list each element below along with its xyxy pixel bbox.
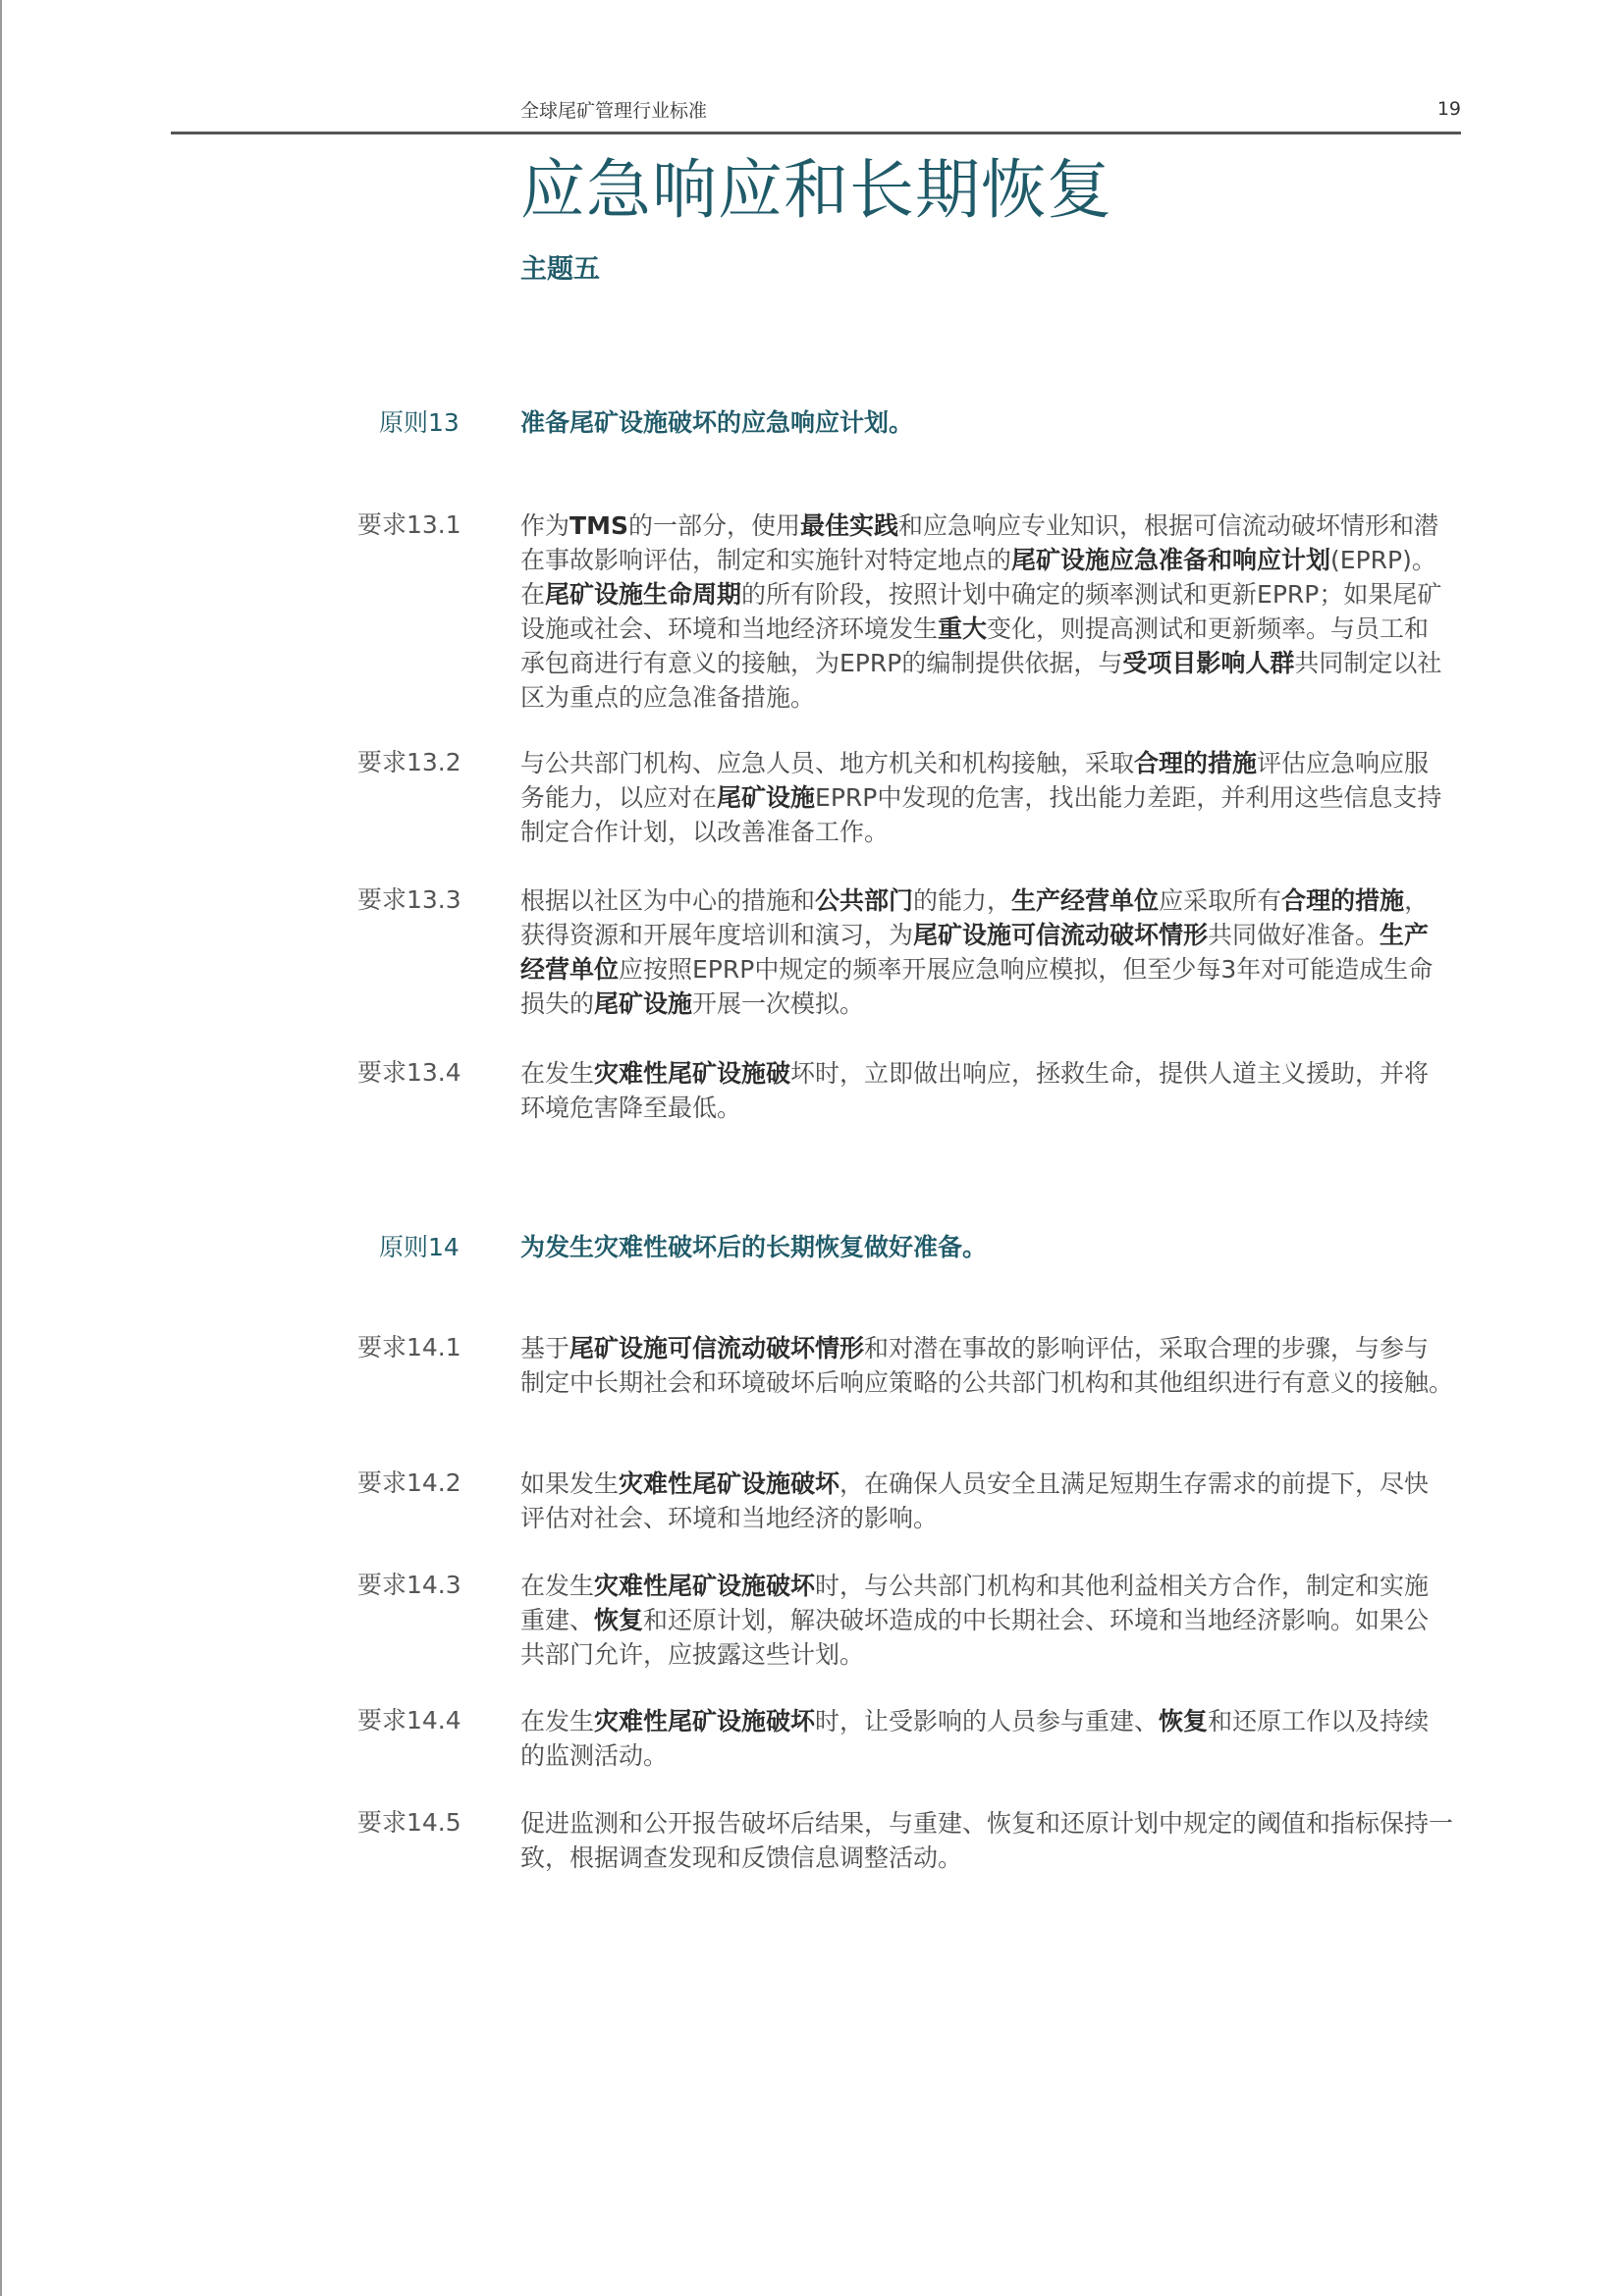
text-run: 时，让受影响的人员参与重建、 xyxy=(815,1707,1160,1735)
requirement-text xyxy=(520,883,1453,1021)
requirement-text xyxy=(520,1806,1453,1875)
defined-term: 受项目影响人群 xyxy=(1122,649,1295,677)
text-run: ，在确保人员安全且满足短期生存需求的前提下，尽快评估对社会、环境和当地经济的影响。 xyxy=(520,1469,1430,1532)
defined-term: 尾矿设施生命周期 xyxy=(545,580,742,609)
text-run: 的能力， xyxy=(913,886,1012,915)
text-run: 共同做好准备。 xyxy=(1208,921,1380,949)
defined-term: 合理的措施 xyxy=(1134,749,1258,777)
requirement-label: 要求13.3 xyxy=(357,885,461,914)
requirement-label: 要求13.2 xyxy=(357,748,461,776)
defined-term: 生产经营单位 xyxy=(1011,886,1160,915)
text-run: 在发生 xyxy=(520,1707,595,1735)
text-run: 如果发生 xyxy=(520,1469,620,1498)
text-run: 在发生 xyxy=(520,1059,595,1088)
text-run: 和还原计划，解决破坏造成的中长期社会、环境和当地经济影响。如果公共部门允许，应披露这些计划。 xyxy=(520,1606,1430,1669)
principle-text: 为发生灾难性破坏后的长期恢复做好准备。 xyxy=(520,1233,988,1261)
page-subtitle: 主题五 xyxy=(520,254,600,285)
requirement-text xyxy=(520,508,1453,715)
page-number: 19 xyxy=(1436,98,1461,120)
text-run: 的所有阶段，按照计划中确定的频率测试和更新EPRP；如果尾矿设施或社会、环境和当地经济环境发生 xyxy=(520,580,1442,643)
defined-term: 恢复 xyxy=(1159,1707,1209,1735)
requirement-text xyxy=(520,1569,1453,1672)
requirement-label: 要求13.4 xyxy=(357,1058,461,1087)
principle-text: 准备尾矿设施破坏的应急响应计划。 xyxy=(520,408,914,437)
principle-label: 原则14 xyxy=(379,1233,460,1261)
text-run: 共同制定以社区为重点的应急准备措施。 xyxy=(520,649,1442,712)
text-run: 和应急响应专业知识，根据可信流动破坏情形和潜在事故影响评估，制定和实施针对特定地点的 xyxy=(520,511,1438,574)
text-run: 在发生 xyxy=(520,1572,595,1600)
defined-term: 灾难性尾矿设施破 xyxy=(594,1059,791,1088)
requirement-text xyxy=(520,1056,1453,1125)
defined-term: 公共部门 xyxy=(815,886,914,915)
defined-term: 尾矿设施 xyxy=(594,989,693,1018)
defined-term: 灾难性尾矿设施破坏 xyxy=(594,1572,816,1600)
requirement-label: 要求13.1 xyxy=(357,510,461,539)
text-run: ，获得资源和开展年度培训和演习，为 xyxy=(520,886,1430,949)
defined-term: TMS xyxy=(569,511,628,540)
requirement-text xyxy=(520,1704,1453,1773)
text-run: 坏时，立即做出响应，拯救生命，提供人道主义援助，并将环境危害降至最低。 xyxy=(520,1059,1430,1122)
text-run: 根据以社区为中心的措施和 xyxy=(520,886,816,915)
text-run: 开展一次模拟。 xyxy=(692,989,865,1018)
requirement-label: 要求14.3 xyxy=(357,1571,461,1599)
requirement-label: 要求14.4 xyxy=(357,1706,461,1735)
defined-term: 尾矿设施应急准备和响应计划 xyxy=(1011,546,1331,574)
principle-label: 原则13 xyxy=(379,408,460,437)
text-run: 应按照EPRP中规定的频率开展应急响应模拟，但至少每3年对可能造成生命损失的 xyxy=(520,955,1434,1018)
defined-term: 尾矿设施可信流动破坏情形 xyxy=(913,921,1209,949)
text-run: 应采取所有 xyxy=(1159,886,1282,915)
text-run: (EPRP)。在 xyxy=(520,546,1436,609)
text-run: 和对潜在事故的影响评估，采取合理的步骤，与参与制定中长期社会和环境破坏后响应策略的公共部门机构和其他组织进行有意义的接触。 xyxy=(520,1334,1454,1397)
requirement-label: 要求14.5 xyxy=(357,1808,461,1837)
text-run: 作为 xyxy=(520,511,570,540)
text-run: EPRP中发现的危害，找出能力差距，并利用这些信息支持制定合作计划，以改善准备工作。 xyxy=(520,783,1442,846)
defined-term: 灾难性尾矿设施破坏 xyxy=(619,1469,840,1498)
page-left-edge xyxy=(0,0,2,2296)
text-run: 与公共部门机构、应急人员、地方机关和机构接触，采取 xyxy=(520,749,1135,777)
text-run: 促进监测和公开报告破坏后结果，与重建、恢复和还原计划中规定的阈值和指标保持一致，根据调查发现和反馈信息调整活动。 xyxy=(520,1809,1454,1872)
defined-term: 生产经营单位 xyxy=(520,921,1430,984)
defined-term: 灾难性尾矿设施破坏 xyxy=(594,1707,816,1735)
defined-term: 尾矿设施 xyxy=(717,783,816,812)
requirement-label: 要求14.1 xyxy=(357,1333,461,1362)
text-run: 和还原工作以及持续的监测活动。 xyxy=(520,1707,1430,1770)
text-run: 的一部分，使用 xyxy=(627,511,800,540)
defined-term: 恢复 xyxy=(594,1606,644,1634)
defined-term: 合理的措施 xyxy=(1281,886,1405,915)
defined-term: 最佳实践 xyxy=(799,511,898,540)
requirement-label: 要求14.2 xyxy=(357,1468,461,1497)
text-run: 评估应急响应服务能力，以应对在 xyxy=(520,749,1430,812)
requirement-text xyxy=(520,746,1453,849)
requirement-text xyxy=(520,1467,1453,1535)
text-run: 变化，则提高测试和更新频率。与员工和承包商进行有意义的接触，为EPRP的编制提供依据，与 xyxy=(520,614,1430,677)
defined-term: 尾矿设施可信流动破坏情形 xyxy=(569,1334,865,1362)
text-run: 基于 xyxy=(520,1334,570,1362)
text-run: 时，与公共部门机构和其他利益相关方合作，制定和实施重建、 xyxy=(520,1572,1430,1634)
header-doc-title: 全球尾矿管理行业标准 xyxy=(520,100,708,122)
defined-term: 重大 xyxy=(938,614,988,643)
running-header xyxy=(171,96,1461,134)
page-title: 应急响应和长期恢复 xyxy=(520,152,1112,228)
requirement-text xyxy=(520,1331,1453,1400)
